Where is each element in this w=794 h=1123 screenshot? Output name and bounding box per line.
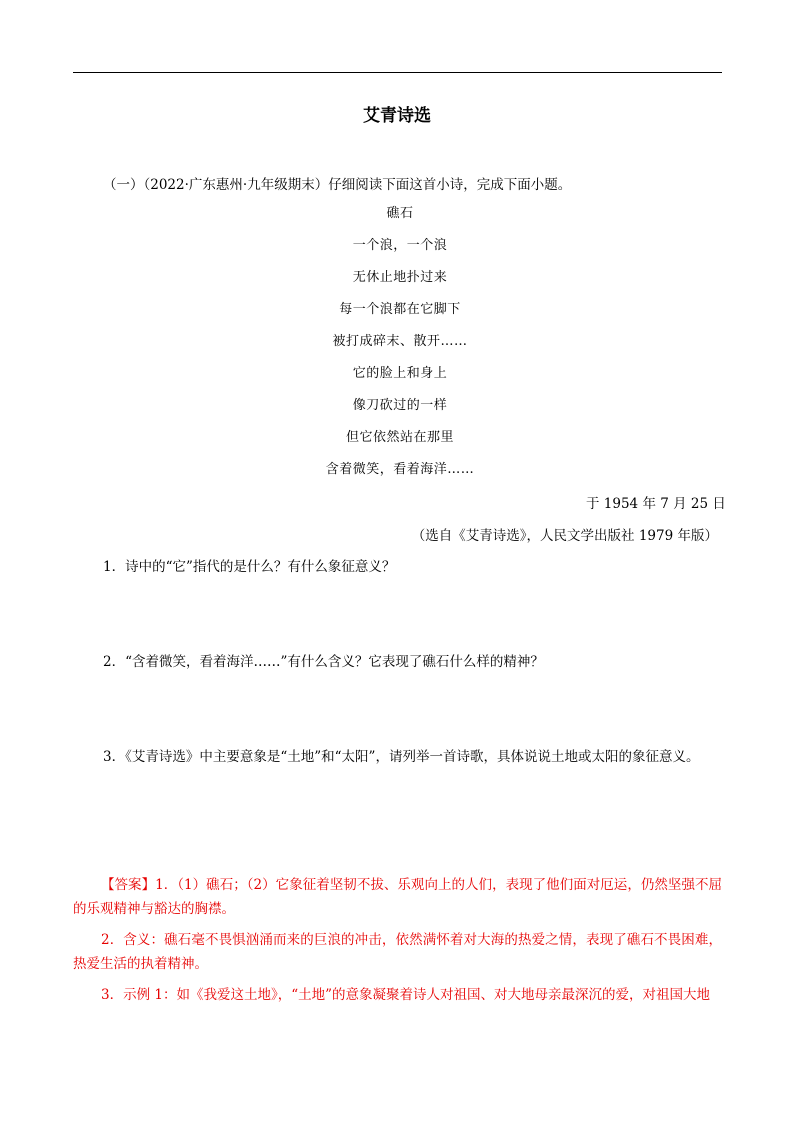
- answer-2: 2．含义：礁石毫不畏惧汹涌而来的巨浪的冲击，依然满怀着对大海的热爱之情，表现了礁石不畏困难，热爱生活的执着精神。: [73, 932, 722, 972]
- poem-line: 每一个浪都在它脚下: [339, 302, 461, 317]
- poem-source: （选自《艾青诗选》，人民文学出版社 1979 年版）: [411, 528, 718, 544]
- page-title: 艾青诗选: [363, 106, 431, 126]
- answer-3: 3．示例 1：如《我爱这土地》，“土地”的意象凝聚着诗人对祖国、对大地母亲最深沉的爱，对祖国大地: [101, 987, 711, 1003]
- poem-line: 但它依然站在那里: [345, 430, 454, 445]
- answer-1-text: 1．（1）礁石；（2）它象征着坚韧不拔、乐观向上的人们，表现了他们面对厄运，仍然坚强不屈的乐观精神与豁达的胸襟。: [73, 877, 722, 917]
- answer-section: [73, 873, 722, 1014]
- poem-line: 它的脸上和身上: [352, 366, 448, 381]
- section-intro: （一）（2022·广东惠州·九年级期末）仔细阅读下面这首小诗，完成下面小题。: [103, 177, 572, 193]
- question-1: 1．诗中的“它”指代的是什么？有什么象征意义？: [103, 559, 396, 575]
- poem-date: 于 1954 年 7 月 25 日: [586, 496, 726, 512]
- question-3: 3．《艾青诗选》中主要意象是“土地”和“太阳”，请列举一首诗歌，具体说说土地或太阳的象征意义。: [103, 749, 700, 765]
- poem-line: 像刀砍过的一样: [352, 398, 448, 413]
- poem-line: 含着微笑，看着海洋……: [325, 462, 475, 477]
- poem-line: 一个浪，一个浪: [352, 238, 448, 253]
- poem: [210, 204, 590, 492]
- answer-1: [73, 873, 722, 921]
- header-rule: [73, 72, 722, 73]
- poem-line: 被打成碎末、散开……: [332, 334, 468, 349]
- poem-line: 无休止地扑过来: [352, 270, 448, 285]
- question-2: 2．“含着微笑，看着海洋……”有什么含义？它表现了礁石什么样的精神？: [103, 654, 544, 670]
- answer-tag: 【答案】: [101, 877, 156, 893]
- poem-title: 礁石: [386, 206, 414, 221]
